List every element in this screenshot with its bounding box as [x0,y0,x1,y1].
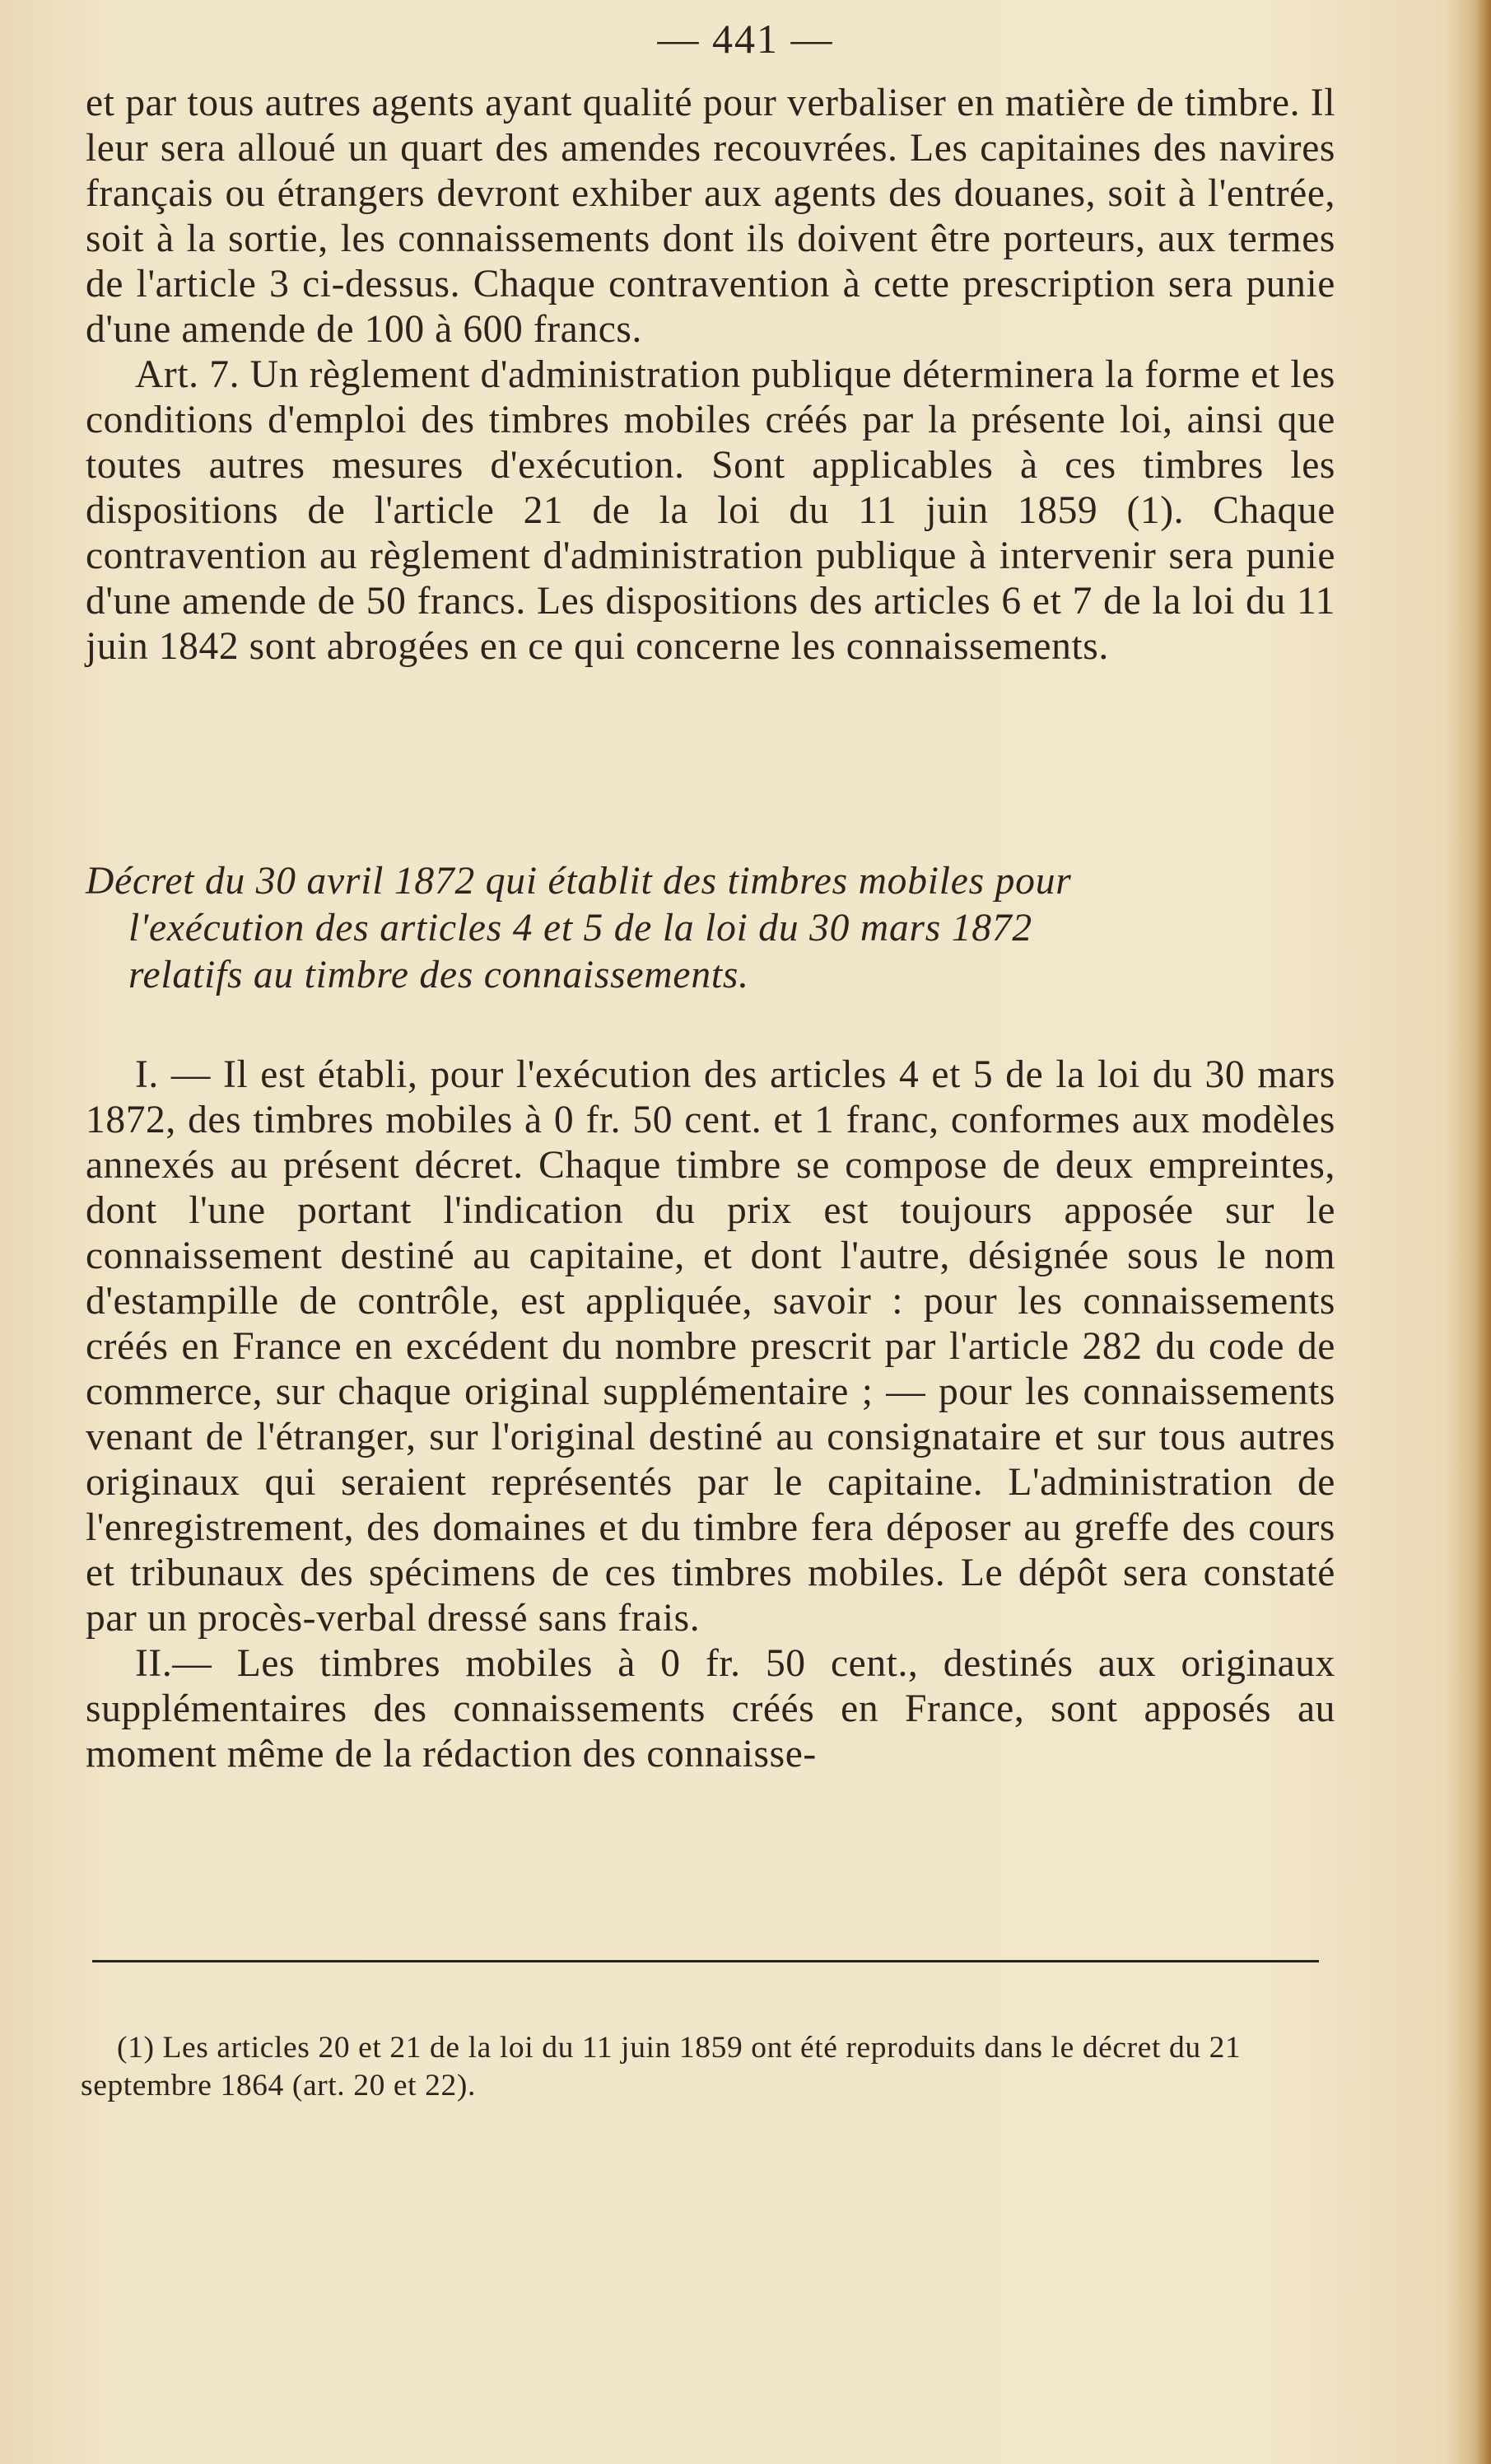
decree-title-line-1: Décret du 30 avril 1872 qui établit des timbres mobiles pour [86,860,1072,903]
footnote-text: (1) Les articles 20 et 21 de la loi du 11 juin 1859 ont été reproduits dans le décret du 21 septembre 1864 (art. 20 et 22). [81,2031,1242,2102]
decree-article-2: II.— Les timbres mobiles à 0 fr. 50 cent., destinés aux originaux supplémentaires des connaissements créés en France, sont apposés au moment même de la rédaction des connaisse- [86,1642,1335,1776]
footnote [81,2029,1340,2105]
paragraph-continuation: et par tous autres agents ayant qualité pour verbaliser en matière de timbre. Il leur sera alloué un quart des amendes recouvrées. Les capitaines des navires français ou étrangers devront exhiber aux agents des douanes, soit à l'entrée, soit à la sortie, les connaissements dont ils doivent être porteurs, aux termes de l'article 3 ci-dessus. Chaque contravention à cette prescription sera punie d'une amende de 100 à 600 francs. [86,82,1335,351]
decree-text-block [86,1052,1335,1777]
top-text-block [86,81,1335,670]
decree-title-line-2: l'exécution des articles 4 et 5 de la loi du 30 mars 1872 [128,907,1032,950]
footnote-separator [92,1960,1319,1962]
decree-title [86,858,1370,999]
decree-title-line-3: relatifs au timbre des connaissements. [128,954,749,996]
page-number: — 441 — [657,16,834,62]
decree-article-1: I. — Il est établi, pour l'exécution des articles 4 et 5 de la loi du 30 mars 1872, des timbres mobiles à 0 fr. 50 cent. et 1 franc, conformes aux modèles annexés au présent décret. Chaque timbre se compose de deux empreintes, dont l'une portant l'indication du prix est toujours apposée sur le connaissement destiné au capitaine, et dont l'autre, désignée sous le nom d'estampille de contrôle, est appliquée, savoir : pour les connaissements créés en France en excédent du nombre prescrit par l'article 282 du code de commerce, sur chaque original supplémentaire ; — pour les connaissements venant de l'étranger, sur l'original destiné au consignataire et sur tous autres originaux qui seraient représentés par le capitaine. L'administration de l'enregistrement, des domaines et du timbre fera déposer au greffe des cours et tribunaux des spécimens de ces timbres mobiles. Le dépôt sera constaté par un procès-verbal dressé sans frais. [86,1053,1335,1640]
page-edge-shadow [1475,0,1491,2464]
paragraph-article-7: Art. 7. Un règlement d'administration publique déterminera la forme et les conditions d'emploi des timbres mobiles créés par la présente loi, ainsi que toutes autres mesures d'exécution. Sont applicables à ces timbres les dispositions de l'article 21 de la loi du 11 juin 1859 (1). Chaque contravention au règlement d'administration publique à intervenir sera punie d'une amende de 50 francs. Les dispositions des articles 6 et 7 de la loi du 11 juin 1842 sont abrogées en ce qui concerne les connaissements. [86,353,1335,668]
